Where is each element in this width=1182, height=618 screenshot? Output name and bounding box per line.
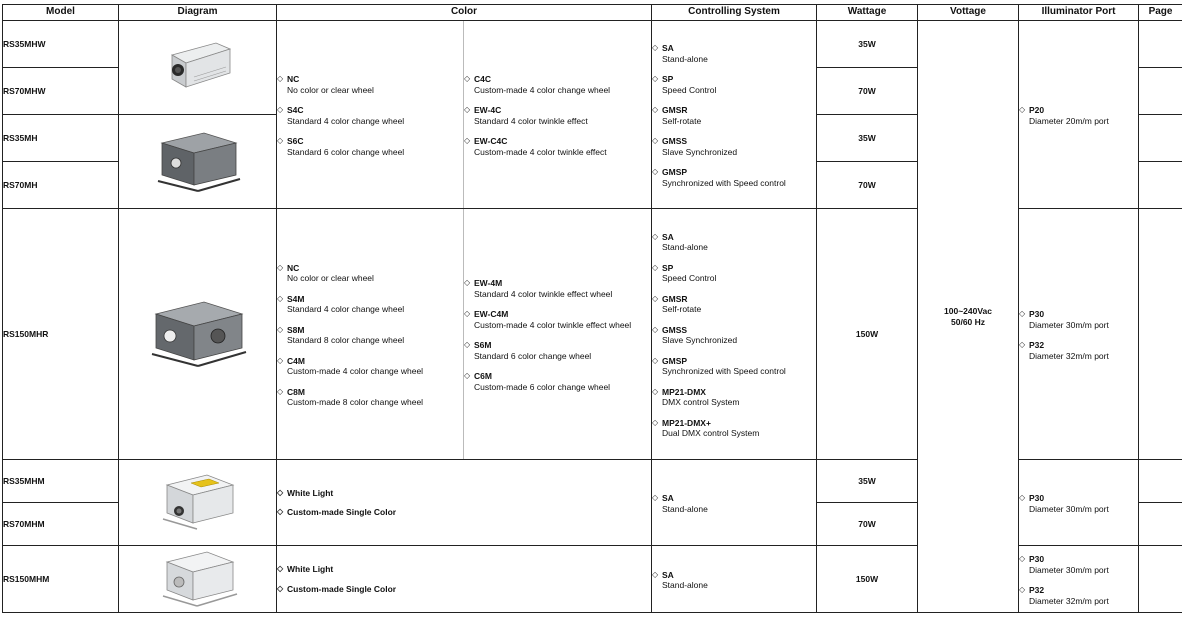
control-option: ◇ SA Stand-alone <box>652 569 708 590</box>
wattage-cell: 70W <box>817 503 918 546</box>
diagram-cell <box>119 460 277 546</box>
diamond-bullet-icon: ◇ <box>652 386 659 396</box>
diamond-bullet-icon: ◇ <box>464 74 471 83</box>
diamond-bullet-icon: ◇ <box>464 105 471 114</box>
diamond-bullet-icon: ◇ <box>277 293 284 303</box>
voltage-cell <box>918 21 1019 613</box>
header-color: Color <box>277 5 652 21</box>
model-cell: RS150MHM <box>3 546 119 613</box>
diamond-bullet-icon: ◇ <box>652 493 659 502</box>
control-options <box>652 546 817 613</box>
header-model: Model <box>3 5 119 21</box>
diamond-bullet-icon: ◇ <box>277 136 284 145</box>
diamond-bullet-icon: ◇ <box>277 324 284 334</box>
diamond-bullet-icon: ◇ <box>652 324 659 334</box>
model-cell: RS70MHM <box>3 503 119 546</box>
diamond-bullet-icon: ◇ <box>652 231 659 241</box>
wattage-cell: 150W <box>817 209 918 460</box>
color-option: ◇ NC No color or clear wheel <box>277 74 374 95</box>
header-diagram: Diagram <box>119 5 277 21</box>
wattage-cell: 35W <box>817 115 918 162</box>
diamond-bullet-icon: ◇ <box>277 583 284 593</box>
diamond-bullet-icon: ◇ <box>277 74 284 83</box>
control-option: ◇ MP21-DMX DMX control System <box>652 386 740 407</box>
wattage-cell: 70W <box>817 68 918 115</box>
diamond-bullet-icon: ◇ <box>277 355 284 365</box>
diagram-cell <box>119 115 277 209</box>
color-option: ◇ Custom-made Single Color <box>277 507 397 517</box>
color-option: ◇ S6M Standard 6 color change wheel <box>464 340 592 361</box>
diamond-bullet-icon: ◇ <box>1019 493 1026 502</box>
control-option: ◇ GMSS Slave Synchronized <box>652 136 738 157</box>
diamond-bullet-icon: ◇ <box>652 355 659 365</box>
port-option: ◇ P20 Diameter 20m/m port <box>1019 105 1109 126</box>
diamond-bullet-icon: ◇ <box>277 507 284 516</box>
color-option: ◇ EW-4C Standard 4 color twinkle effect <box>464 105 588 126</box>
wattage-cell: 70W <box>817 162 918 209</box>
diagram-cell <box>119 546 277 613</box>
diamond-bullet-icon: ◇ <box>652 43 659 52</box>
header-voltage: Vottage <box>918 5 1019 21</box>
diamond-bullet-icon: ◇ <box>464 278 471 287</box>
diamond-bullet-icon: ◇ <box>1019 585 1026 594</box>
port-option: ◇ P32 Diameter 32m/m port <box>1019 585 1109 606</box>
control-option: ◇ SA Stand-alone <box>652 231 708 252</box>
diamond-bullet-icon: ◇ <box>1019 554 1026 563</box>
port-option: ◇ P32 Diameter 32m/m port <box>1019 340 1109 361</box>
diamond-bullet-icon: ◇ <box>277 487 284 497</box>
page-cell <box>1139 209 1182 460</box>
header-row <box>3 5 1182 21</box>
diamond-bullet-icon: ◇ <box>464 309 471 318</box>
color-option: ◇ Custom-made Single Color <box>277 583 397 594</box>
voltage-range: 100~240Vac <box>944 306 992 316</box>
control-option: ◇ GMSR Self-rotate <box>652 293 702 314</box>
page-cell <box>1139 162 1182 209</box>
control-option: ◇ SP Speed Control <box>652 262 717 283</box>
illuminator-image-rs35mhm <box>119 471 276 535</box>
color-option: ◇ S4M Standard 4 color change wheel <box>277 293 405 314</box>
page-cell <box>1139 460 1182 503</box>
color-option: ◇ EW-C4C Custom-made 4 color twinkle effect <box>464 136 607 157</box>
diagram-cell <box>119 209 277 460</box>
product-spec-table <box>2 4 1182 613</box>
diamond-bullet-icon: ◇ <box>1019 309 1026 318</box>
illuminator-image-rs150mhr <box>119 298 276 370</box>
control-option: ◇ GMSP Synchronized with Speed control <box>652 355 786 376</box>
color-option: ◇ White Light <box>277 487 334 498</box>
model-cell: RS35MHW <box>3 21 119 68</box>
control-options <box>652 460 817 546</box>
color-options-a <box>277 209 464 460</box>
control-options <box>652 21 817 209</box>
header-page: Page <box>1139 5 1182 21</box>
header-illuminator-port: Illuminator Port <box>1019 5 1139 21</box>
color-options-b <box>464 21 652 209</box>
port-options <box>1019 21 1139 209</box>
port-option: ◇ P30 Diameter 30m/m port <box>1019 554 1109 575</box>
diamond-bullet-icon: ◇ <box>652 74 659 83</box>
control-option: ◇ GMSS Slave Synchronized <box>652 324 738 345</box>
port-options <box>1019 460 1139 546</box>
diamond-bullet-icon: ◇ <box>652 105 659 114</box>
diamond-bullet-icon: ◇ <box>1019 340 1026 349</box>
illuminator-image-rs35mh <box>119 129 276 195</box>
color-option: ◇ C8M Custom-made 8 color change wheel <box>277 386 424 407</box>
voltage-frequency: 50/60 Hz <box>951 316 986 327</box>
color-option: ◇ White Light <box>277 564 334 574</box>
color-options <box>277 546 652 613</box>
diamond-bullet-icon: ◇ <box>277 105 284 114</box>
port-options <box>1019 209 1139 460</box>
control-option: ◇ GMSR Self-rotate <box>652 105 702 126</box>
diamond-bullet-icon: ◇ <box>464 136 471 145</box>
page-cell <box>1139 115 1182 162</box>
diamond-bullet-icon: ◇ <box>652 569 659 579</box>
port-options <box>1019 546 1139 613</box>
color-options <box>277 460 652 546</box>
color-option: ◇ C4M Custom-made 4 color change wheel <box>277 355 424 376</box>
wattage-cell: 35W <box>817 460 918 503</box>
model-cell: RS35MHM <box>3 460 119 503</box>
diamond-bullet-icon: ◇ <box>277 262 284 272</box>
diamond-bullet-icon: ◇ <box>652 262 659 272</box>
diagram-cell <box>119 21 277 115</box>
port-option: ◇ P30 Diameter 30m/m port <box>1019 493 1109 514</box>
color-option: ◇ EW-C4M Custom-made 4 color twinkle effect wheel <box>464 309 632 330</box>
illuminator-image-rs150mhm <box>119 550 276 608</box>
color-option: ◇ C4C Custom-made 4 color change wheel <box>464 74 611 95</box>
diamond-bullet-icon: ◇ <box>277 564 284 573</box>
diamond-bullet-icon: ◇ <box>652 167 659 176</box>
color-options-b <box>464 209 652 460</box>
control-option: ◇ GMSP Synchronized with Speed control <box>652 167 786 188</box>
color-option: ◇ S4C Standard 4 color change wheel <box>277 105 405 126</box>
table-row <box>3 21 1182 68</box>
diamond-bullet-icon: ◇ <box>652 417 659 427</box>
header-wattage: Wattage <box>817 5 918 21</box>
color-option: ◇ S8M Standard 8 color change wheel <box>277 324 405 345</box>
page-cell <box>1139 21 1182 68</box>
control-option: ◇ SA Stand-alone <box>652 493 708 514</box>
header-controlling-system: Controlling System <box>652 5 817 21</box>
model-cell: RS35MH <box>3 115 119 162</box>
color-option: ◇ NC No color or clear wheel <box>277 262 374 283</box>
diamond-bullet-icon: ◇ <box>464 371 471 380</box>
model-cell: RS150MHR <box>3 209 119 460</box>
control-option: ◇ SP Speed Control <box>652 74 717 95</box>
color-options-a <box>277 21 464 209</box>
color-option: ◇ EW-4M Standard 4 color twinkle effect wheel <box>464 278 613 299</box>
diamond-bullet-icon: ◇ <box>464 340 471 349</box>
control-options <box>652 209 817 460</box>
color-option: ◇ C6M Custom-made 6 color change wheel <box>464 371 611 392</box>
wattage-cell: 35W <box>817 21 918 68</box>
model-cell: RS70MHW <box>3 68 119 115</box>
model-cell: RS70MH <box>3 162 119 209</box>
port-option: ◇ P30 Diameter 30m/m port <box>1019 309 1109 330</box>
diamond-bullet-icon: ◇ <box>652 293 659 303</box>
color-option: ◇ S6C Standard 6 color change wheel <box>277 136 405 157</box>
illuminator-image-rs35mhw <box>119 37 276 99</box>
diamond-bullet-icon: ◇ <box>652 136 659 145</box>
control-option: ◇ SA Stand-alone <box>652 43 708 64</box>
diamond-bullet-icon: ◇ <box>1019 105 1026 114</box>
page-cell <box>1139 546 1182 613</box>
page-cell <box>1139 503 1182 546</box>
control-option: ◇ MP21-DMX+ Dual DMX control System <box>652 417 760 438</box>
diamond-bullet-icon: ◇ <box>277 386 284 396</box>
wattage-cell: 150W <box>817 546 918 613</box>
page-cell <box>1139 68 1182 115</box>
